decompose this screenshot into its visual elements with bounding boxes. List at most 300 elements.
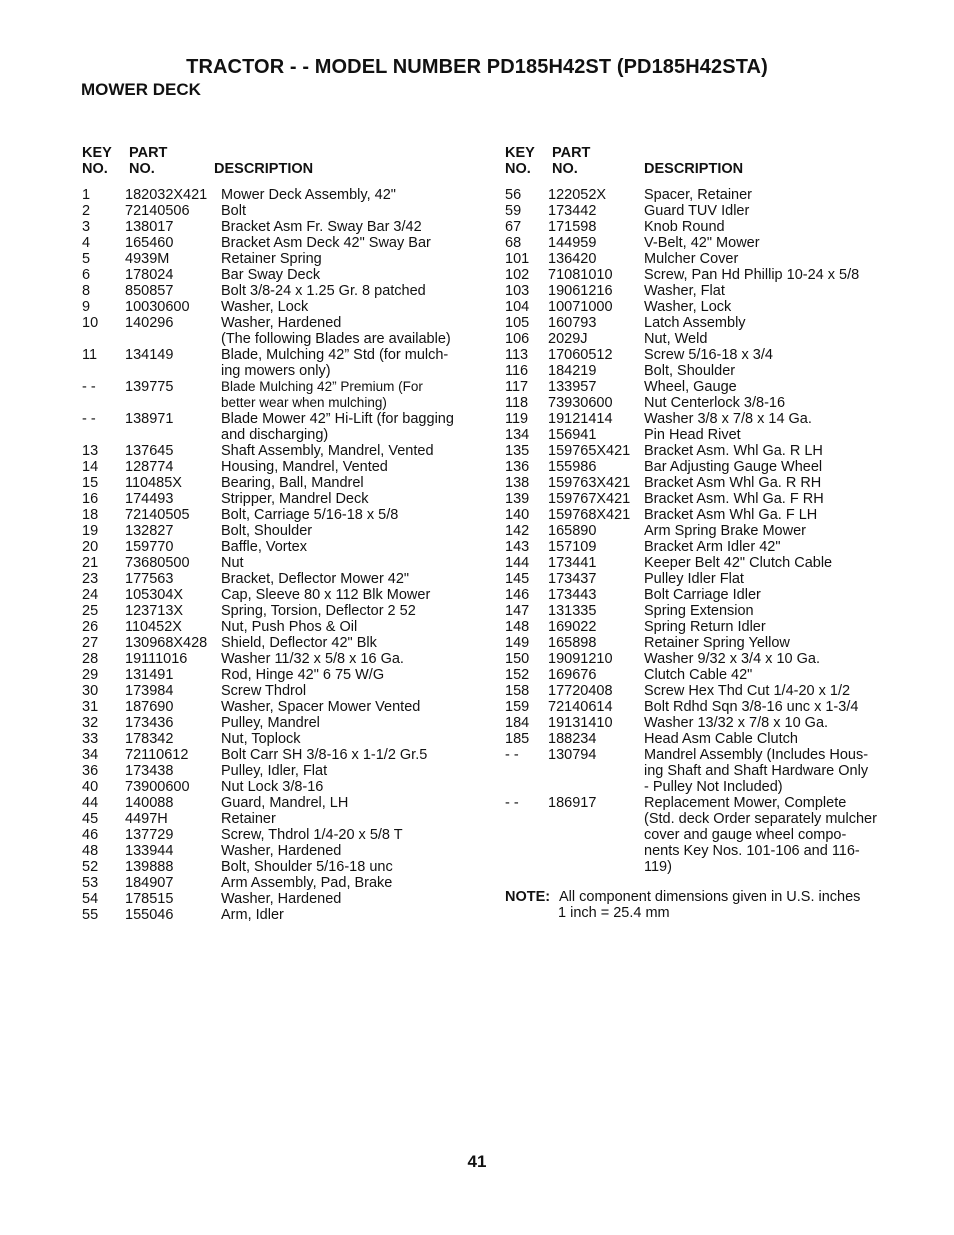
table-row bbox=[82, 283, 482, 299]
part-description bbox=[221, 907, 482, 923]
table-row bbox=[82, 299, 482, 315]
table-row bbox=[505, 347, 905, 363]
description-line: Screw, Thdrol 1/4-20 x 5/8 T bbox=[221, 827, 403, 843]
description-line: Spacer, Retainer bbox=[644, 187, 753, 203]
table-row bbox=[505, 587, 905, 603]
part-number: 130794 bbox=[548, 747, 597, 763]
part-number: 71081010 bbox=[548, 267, 613, 283]
table-row bbox=[505, 443, 905, 459]
description-line: Bolt Carr SH 3/8-16 x 1-1/2 Gr.5 bbox=[221, 747, 428, 763]
table-row bbox=[82, 859, 482, 875]
part-description bbox=[644, 539, 896, 555]
part-description bbox=[221, 779, 482, 795]
part-number: 173441 bbox=[548, 555, 597, 571]
description-line: better wear when mulching) bbox=[221, 395, 387, 410]
part-number: 160793 bbox=[548, 315, 597, 331]
part-number: 174493 bbox=[125, 491, 174, 507]
description-line: Arm Spring Brake Mower bbox=[644, 523, 806, 539]
table-row bbox=[505, 619, 905, 635]
key-number: 2 bbox=[82, 203, 91, 219]
part-description bbox=[221, 443, 482, 459]
table-row bbox=[82, 347, 482, 379]
parts-table-left bbox=[82, 145, 482, 923]
part-number: 173443 bbox=[548, 587, 597, 603]
table-row bbox=[82, 411, 482, 443]
part-description bbox=[644, 459, 896, 475]
description-line: Bracket Asm Whl Ga. R RH bbox=[644, 475, 822, 491]
key-number: 146 bbox=[505, 587, 530, 603]
key-number: - - bbox=[82, 411, 96, 427]
description-line: Wheel, Gauge bbox=[644, 379, 737, 395]
key-number: 149 bbox=[505, 635, 530, 651]
note-line-1: All component dimensions given in U.S. inches bbox=[559, 889, 861, 905]
table-row bbox=[82, 891, 482, 907]
key-number: 102 bbox=[505, 267, 530, 283]
description-line: Bar Adjusting Gauge Wheel bbox=[644, 459, 823, 475]
part-description bbox=[221, 299, 482, 315]
key-number: 8 bbox=[82, 283, 91, 299]
table-row bbox=[82, 315, 482, 347]
key-number: 152 bbox=[505, 667, 530, 683]
description-line: V-Belt, 42" Mower bbox=[644, 235, 760, 251]
table-row bbox=[505, 251, 905, 267]
table-row bbox=[505, 635, 905, 651]
part-description bbox=[221, 507, 482, 523]
description-line: - Pulley Not Included) bbox=[644, 779, 783, 795]
part-description bbox=[644, 283, 896, 299]
key-number: 135 bbox=[505, 443, 530, 459]
part-number: 140088 bbox=[125, 795, 174, 811]
description-line: Washer, Hardened bbox=[221, 843, 342, 859]
page-number: 41 bbox=[467, 1152, 487, 1171]
table-row bbox=[505, 203, 905, 219]
note bbox=[505, 889, 860, 921]
part-number: 144959 bbox=[548, 235, 597, 251]
table-row bbox=[82, 875, 482, 891]
description-line: Bolt 3/8-24 x 1.25 Gr. 8 patched bbox=[221, 283, 426, 299]
key-number: 184 bbox=[505, 715, 530, 731]
description-line: Blade Mulching 42” Premium (For bbox=[221, 379, 423, 394]
table-row bbox=[505, 571, 905, 587]
part-description bbox=[644, 507, 896, 523]
part-number: 182032X421 bbox=[125, 187, 208, 203]
key-number: 117 bbox=[505, 379, 529, 395]
description-line: Bracket Asm Whl Ga. F LH bbox=[644, 507, 818, 523]
part-description bbox=[221, 795, 482, 811]
part-description bbox=[221, 603, 482, 619]
table-row bbox=[505, 267, 905, 283]
part-description bbox=[644, 603, 896, 619]
description-line: Mandrel Assembly (Includes Hous- bbox=[644, 747, 869, 763]
table-row bbox=[505, 459, 905, 475]
table-row bbox=[82, 187, 482, 203]
part-description bbox=[221, 843, 482, 859]
part-description bbox=[644, 203, 896, 219]
table-row bbox=[82, 811, 482, 827]
key-number: 185 bbox=[505, 731, 530, 747]
part-number: 169676 bbox=[548, 667, 597, 683]
part-description bbox=[644, 395, 896, 411]
note-label: NOTE: bbox=[505, 889, 551, 905]
key-number: 101 bbox=[505, 251, 530, 267]
parts-table-right bbox=[505, 145, 905, 875]
part-description bbox=[644, 251, 896, 267]
table-row bbox=[82, 555, 482, 571]
part-number: 138971 bbox=[125, 411, 174, 427]
table-row bbox=[82, 699, 482, 715]
description-line: Retainer Spring bbox=[221, 251, 322, 267]
table-row bbox=[505, 283, 905, 299]
key-number: 28 bbox=[82, 651, 99, 667]
part-description bbox=[221, 571, 482, 587]
description-line: Washer 9/32 x 3/4 x 10 Ga. bbox=[644, 651, 820, 667]
part-description bbox=[221, 475, 482, 491]
table-row bbox=[82, 587, 482, 603]
key-number: 119 bbox=[505, 411, 529, 427]
part-number: 173984 bbox=[125, 683, 174, 699]
description-line: Bearing, Ball, Mandrel bbox=[221, 475, 364, 491]
key-number: 14 bbox=[82, 459, 99, 475]
table-row bbox=[505, 475, 905, 491]
key-number: 29 bbox=[82, 667, 99, 683]
key-number: 15 bbox=[82, 475, 99, 491]
part-number: 178342 bbox=[125, 731, 174, 747]
table-row bbox=[505, 683, 905, 699]
description-line: Housing, Mandrel, Vented bbox=[221, 459, 388, 475]
description-line: Retainer bbox=[221, 811, 276, 827]
description-line: (Std. deck Order separately mulcher bbox=[644, 811, 877, 827]
part-description bbox=[644, 795, 896, 875]
part-description bbox=[644, 427, 896, 443]
part-number: 140296 bbox=[125, 315, 174, 331]
description-line: Washer, Lock bbox=[644, 299, 732, 315]
key-number: 30 bbox=[82, 683, 99, 699]
part-description bbox=[221, 539, 482, 555]
part-description bbox=[644, 363, 896, 379]
part-number: 136420 bbox=[548, 251, 597, 267]
description-line: Guard, Mandrel, LH bbox=[221, 795, 349, 811]
description-line: Washer, Spacer Mower Vented bbox=[221, 699, 421, 715]
key-number: 55 bbox=[82, 907, 99, 923]
part-description bbox=[221, 619, 482, 635]
description-line: cover and gauge wheel compo- bbox=[644, 827, 847, 843]
description-line: Pulley, Idler, Flat bbox=[221, 763, 328, 779]
part-description bbox=[644, 443, 896, 459]
table-row bbox=[505, 795, 905, 875]
part-number: 173437 bbox=[548, 571, 597, 587]
description-line: Shield, Deflector 42" Blk bbox=[221, 635, 377, 651]
part-number: 123713X bbox=[125, 603, 184, 619]
part-number: 72140614 bbox=[548, 699, 613, 715]
part-number: 73930600 bbox=[548, 395, 613, 411]
key-number: 118 bbox=[505, 395, 529, 411]
key-number: 143 bbox=[505, 539, 530, 555]
note-line-2: 1 inch = 25.4 mm bbox=[558, 905, 670, 921]
part-description bbox=[221, 859, 482, 875]
part-number: 177563 bbox=[125, 571, 174, 587]
table-row bbox=[505, 603, 905, 619]
part-description bbox=[221, 635, 482, 651]
part-description bbox=[644, 219, 896, 235]
table-row bbox=[82, 459, 482, 475]
description-line: 119) bbox=[644, 859, 672, 875]
description-line: Bar Sway Deck bbox=[221, 267, 321, 283]
part-number: 165460 bbox=[125, 235, 174, 251]
description-line: Rod, Hinge 42" 6 75 W/G bbox=[221, 667, 385, 683]
key-number: 48 bbox=[82, 843, 99, 859]
part-description bbox=[221, 763, 482, 779]
key-number: - - bbox=[82, 379, 96, 395]
key-number: 56 bbox=[505, 187, 522, 203]
key-number: 9 bbox=[82, 299, 91, 315]
part-description bbox=[644, 267, 896, 283]
table-row bbox=[505, 507, 905, 523]
description-line: Nut, Toplock bbox=[221, 731, 301, 747]
part-description bbox=[644, 619, 896, 635]
description-line: Washer, Flat bbox=[644, 283, 725, 299]
key-number: 113 bbox=[505, 347, 529, 363]
table-row bbox=[505, 235, 905, 251]
description-line: Bolt, Shoulder bbox=[644, 363, 736, 379]
part-number: 137645 bbox=[125, 443, 174, 459]
part-description bbox=[221, 555, 482, 571]
description-line: Spring Extension bbox=[644, 603, 754, 619]
part-description bbox=[644, 235, 896, 251]
description-line: Bolt, Shoulder 5/16-18 unc bbox=[221, 859, 393, 875]
part-description bbox=[221, 715, 482, 731]
part-number: 19111016 bbox=[125, 651, 188, 667]
key-number: 45 bbox=[82, 811, 99, 827]
key-number: 150 bbox=[505, 651, 530, 667]
key-number: 106 bbox=[505, 331, 530, 347]
part-description bbox=[221, 875, 482, 891]
part-description bbox=[221, 651, 482, 667]
part-description bbox=[644, 651, 896, 667]
key-number: - - bbox=[505, 747, 519, 763]
part-description bbox=[644, 571, 896, 587]
description-line: Bracket, Deflector Mower 42" bbox=[221, 571, 410, 587]
description-line: Spring, Torsion, Deflector 2 52 bbox=[221, 603, 416, 619]
part-number: 159763X421 bbox=[548, 475, 631, 491]
part-description bbox=[644, 635, 896, 651]
header-description: DESCRIPTION bbox=[214, 161, 314, 177]
description-line: Clutch Cable 42" bbox=[644, 667, 753, 683]
part-description bbox=[221, 187, 482, 203]
part-number: 122052X bbox=[548, 187, 607, 203]
part-description bbox=[221, 747, 482, 763]
key-number: 18 bbox=[82, 507, 99, 523]
part-number: 184219 bbox=[548, 363, 597, 379]
table-row bbox=[82, 747, 482, 763]
key-number: 24 bbox=[82, 587, 99, 603]
part-description bbox=[644, 491, 896, 507]
description-line: Pin Head Rivet bbox=[644, 427, 741, 443]
part-number: 159765X421 bbox=[548, 443, 631, 459]
description-line: Screw Thdrol bbox=[221, 683, 307, 699]
section-title: MOWER DECK bbox=[81, 80, 201, 99]
part-number: 4497H bbox=[125, 811, 168, 827]
key-number: 13 bbox=[82, 443, 99, 459]
parts-list-right bbox=[505, 187, 905, 875]
description-line: Washer, Hardened bbox=[221, 315, 342, 331]
key-number: 54 bbox=[82, 891, 99, 907]
description-line: Keeper Belt 42" Clutch Cable bbox=[644, 555, 833, 571]
table-row bbox=[505, 667, 905, 683]
table-row bbox=[82, 619, 482, 635]
part-description bbox=[644, 187, 896, 203]
page-title: TRACTOR - - MODEL NUMBER PD185H42ST (PD185H42STA) bbox=[186, 56, 768, 78]
description-line: Bracket Arm Idler 42" bbox=[644, 539, 781, 555]
part-number: 105304X bbox=[125, 587, 184, 603]
part-number: 165898 bbox=[548, 635, 597, 651]
table-row bbox=[505, 651, 905, 667]
description-line: Bracket Asm Deck 42" Sway Bar bbox=[221, 235, 431, 251]
table-row bbox=[82, 443, 482, 459]
part-number: 131335 bbox=[548, 603, 597, 619]
description-line: Bolt Rdhd Sqn 3/8-16 unc x 1-3/4 bbox=[644, 699, 859, 715]
table-row bbox=[505, 491, 905, 507]
table-row bbox=[82, 603, 482, 619]
table-row bbox=[82, 795, 482, 811]
part-number: 139888 bbox=[125, 859, 174, 875]
table-row bbox=[82, 523, 482, 539]
key-number: 103 bbox=[505, 283, 530, 299]
part-number: 169022 bbox=[548, 619, 597, 635]
part-number: 184907 bbox=[125, 875, 174, 891]
key-number: 32 bbox=[82, 715, 99, 731]
part-description bbox=[221, 267, 482, 283]
part-number: 165890 bbox=[548, 523, 597, 539]
key-number: 142 bbox=[505, 523, 530, 539]
part-number: 178515 bbox=[125, 891, 174, 907]
table-row bbox=[505, 747, 905, 795]
description-line: Nut, Push Phos & Oil bbox=[221, 619, 358, 635]
description-line: Cap, Sleeve 80 x 112 Blk Mower bbox=[221, 587, 431, 603]
part-description bbox=[644, 667, 896, 683]
description-line: Pulley, Mandrel bbox=[221, 715, 320, 731]
part-number: 133957 bbox=[548, 379, 597, 395]
description-line: Head Asm Cable Clutch bbox=[644, 731, 798, 747]
table-row bbox=[505, 299, 905, 315]
description-line: ing Shaft and Shaft Hardware Only bbox=[644, 763, 869, 779]
table-row bbox=[82, 715, 482, 731]
description-line: Blade, Mulching 42” Std (for mulch- bbox=[221, 347, 449, 363]
header-key: KEY bbox=[505, 145, 535, 161]
table-row bbox=[82, 267, 482, 283]
description-line: (The following Blades are available) bbox=[221, 331, 451, 347]
description-line: Bracket Asm. Whl Ga. R LH bbox=[644, 443, 823, 459]
key-number: 31 bbox=[82, 699, 99, 715]
table-row bbox=[505, 363, 905, 379]
key-number: 34 bbox=[82, 747, 99, 763]
part-number: 19061216 bbox=[548, 283, 613, 299]
part-number: 72140506 bbox=[125, 203, 190, 219]
description-line: Guard TUV Idler bbox=[644, 203, 750, 219]
description-line: Screw Hex Thd Cut 1/4-20 x 1/2 bbox=[644, 683, 851, 699]
table-row bbox=[82, 491, 482, 507]
part-description bbox=[644, 683, 896, 699]
key-number: 104 bbox=[505, 299, 530, 315]
table-row bbox=[82, 539, 482, 555]
part-number: 17720408 bbox=[548, 683, 613, 699]
description-line: Bolt Carriage Idler bbox=[644, 587, 761, 603]
key-number: 138 bbox=[505, 475, 530, 491]
part-description bbox=[221, 251, 482, 267]
description-line: Blade Mower 42” Hi-Lift (for bagging bbox=[221, 411, 454, 427]
part-number: 139775 bbox=[125, 379, 174, 395]
part-number: 159767X421 bbox=[548, 491, 631, 507]
part-description bbox=[221, 283, 482, 299]
description-line: Screw 5/16-18 x 3/4 bbox=[644, 347, 773, 363]
part-number: 173436 bbox=[125, 715, 174, 731]
part-number: 173438 bbox=[125, 763, 174, 779]
description-line: Nut Lock 3/8-16 bbox=[221, 779, 324, 795]
description-line: Washer 11/32 x 5/8 x 16 Ga. bbox=[221, 651, 404, 667]
table-row bbox=[82, 907, 482, 923]
description-line: Washer, Hardened bbox=[221, 891, 342, 907]
key-number: 44 bbox=[82, 795, 99, 811]
part-description bbox=[644, 347, 896, 363]
key-number: 36 bbox=[82, 763, 99, 779]
part-number: 73680500 bbox=[125, 555, 190, 571]
key-number: 10 bbox=[82, 315, 99, 331]
key-number: - - bbox=[505, 795, 519, 811]
key-number: 105 bbox=[505, 315, 530, 331]
part-description bbox=[221, 203, 482, 219]
part-number: 130968X428 bbox=[125, 635, 208, 651]
key-number: 20 bbox=[82, 539, 99, 555]
description-line: Bracket Asm Fr. Sway Bar 3/42 bbox=[221, 219, 422, 235]
part-number: 72140505 bbox=[125, 507, 190, 523]
key-number: 59 bbox=[505, 203, 522, 219]
description-line: Retainer Spring Yellow bbox=[644, 635, 790, 651]
table-row bbox=[505, 395, 905, 411]
description-line: Nut Centerlock 3/8-16 bbox=[644, 395, 786, 411]
description-line: Bolt bbox=[221, 203, 246, 219]
key-number: 145 bbox=[505, 571, 530, 587]
part-description bbox=[644, 331, 896, 347]
part-number: 159768X421 bbox=[548, 507, 631, 523]
key-number: 4 bbox=[82, 235, 91, 251]
part-number: 178024 bbox=[125, 267, 174, 283]
part-number: 110452X bbox=[125, 619, 182, 635]
key-number: 140 bbox=[505, 507, 530, 523]
part-number: 128774 bbox=[125, 459, 174, 475]
table-row bbox=[505, 699, 905, 715]
description-line: Replacement Mower, Complete bbox=[644, 795, 847, 811]
part-number: 187690 bbox=[125, 699, 174, 715]
key-number: 33 bbox=[82, 731, 99, 747]
part-description bbox=[221, 587, 482, 603]
description-line: Stripper, Mandrel Deck bbox=[221, 491, 369, 507]
part-number: 10071000 bbox=[548, 299, 613, 315]
key-number: 19 bbox=[82, 523, 99, 539]
description-line: Screw, Pan Hd Phillip 10-24 x 5/8 bbox=[644, 267, 860, 283]
table-row bbox=[505, 731, 905, 747]
key-number: 5 bbox=[82, 251, 91, 267]
description-line: Latch Assembly bbox=[644, 315, 746, 331]
part-number: 137729 bbox=[125, 827, 174, 843]
description-line: Washer 3/8 x 7/8 x 14 Ga. bbox=[644, 411, 812, 427]
part-number: 155986 bbox=[548, 459, 597, 475]
key-number: 46 bbox=[82, 827, 99, 843]
table-row bbox=[82, 731, 482, 747]
header-part-no: NO. bbox=[129, 161, 155, 177]
description-line: Nut bbox=[221, 555, 244, 571]
table-row bbox=[505, 411, 905, 427]
part-description bbox=[644, 315, 896, 331]
part-number: 186917 bbox=[548, 795, 597, 811]
